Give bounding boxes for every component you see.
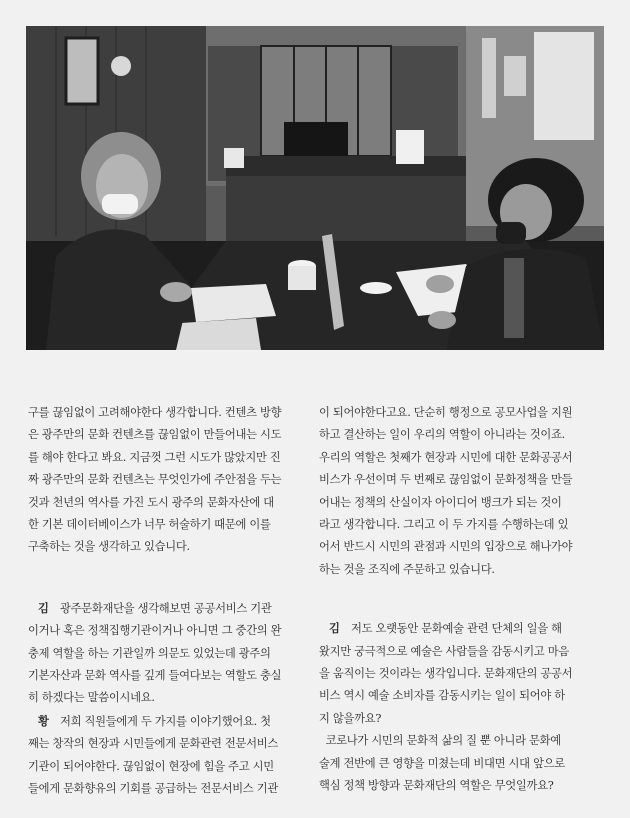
interview-photo [26, 26, 604, 350]
paragraph-kim-question-2 [319, 617, 587, 797]
text-line: 술계 전반에 큰 영향을 미쳤는데 비대면 시대 앞으로 [319, 756, 565, 770]
text-line [319, 617, 587, 640]
text-line: 우리의 역할은 첫째가 현장과 시민에 대한 문화공공서 [319, 450, 573, 464]
text-line: 지 않을까요? [319, 711, 382, 725]
paragraph-hwang-answer [28, 710, 296, 801]
text-line: 을 움직이는 것이라는 생각입니다. 문화재단의 공공서 [319, 667, 573, 681]
text-line: 핵심 정책 방향과 문화재단의 역할은 무엇일까요? [319, 779, 554, 793]
text-line: 왔지만 궁극적으로 예술은 사람들을 감동시키고 마음 [319, 644, 569, 658]
left-column [28, 402, 296, 801]
text-line: 하고 결산하는 일이 우리의 역할이 아니라는 것이죠. [319, 428, 565, 442]
text-segment: 광주문화재단을 생각해보면 공공서비스 기관 [60, 601, 272, 615]
text-line: 것과 천년의 역사를 가진 도시 광주의 문화자산에 대 [28, 495, 274, 509]
paragraph-hwang-continued [319, 402, 587, 581]
text-line: 한 기본 데이터베이스가 너무 허술하기 때문에 이를 [28, 518, 271, 532]
text-line: 어서 반드시 시민의 관점과 시민의 입장으로 해나가야 [319, 540, 573, 554]
text-line: 비스 역시 예술 소비자를 감동시키는 일이 되어야 하 [319, 689, 565, 703]
text-line: 하는 것을 조직에 주문하고 있습니다. [319, 562, 495, 576]
speaker-label: 김 [329, 621, 340, 636]
text-line: 코로나가 시민의 문화적 삶의 질 뿐 아니라 문화예 [319, 734, 561, 748]
text-line: 어내는 정책의 산실이자 아이디어 뱅크가 되는 것이 [319, 495, 562, 509]
text-line: 짜 광주만의 문화 컨텐츠는 무엇인가에 주안점을 두는 [28, 473, 282, 487]
speaker-label: 김 [38, 600, 49, 615]
speaker-label: 황 [38, 713, 49, 728]
text-line: 비스가 우선이며 두 번째로 끊임없이 문화정책을 만들 [319, 473, 573, 487]
right-column [319, 402, 587, 798]
text-segment: 저도 오랫동안 문화예술 관련 단체의 일을 해 [351, 622, 562, 636]
text-line: 째는 창작의 현장과 시민들에게 문화관련 전문서비스 [28, 737, 278, 751]
text-line: 기관이 되어야한다. 끊임없이 현장에 힘을 주고 시민 [28, 759, 274, 773]
text-line [28, 597, 296, 620]
text-line [28, 710, 296, 733]
paragraph-kim-question [28, 597, 296, 710]
text-line: 이 되어야한다고요. 단순히 행정으로 공모사업을 지원 [319, 406, 573, 419]
text-line: 를 해야 한다고 봐요. 지금껏 그런 시도가 많았지만 진 [28, 450, 281, 464]
text-line: 충제 역할을 하는 기관일까 의문도 있었는데 광주의 [28, 646, 271, 660]
text-line: 기본자산과 문화 역사를 깊게 들여다보는 역할도 충실 [28, 669, 282, 683]
text-line: 라고 생각합니다. 그리고 이 두 가지를 수행하는데 있 [319, 518, 569, 532]
text-line: 들에게 문화향유의 기회를 공급하는 전문서비스 기관 [28, 782, 278, 796]
text-line: 이거나 혹은 정책집행기관이거나 아니면 그 중간의 완 [28, 624, 282, 638]
text-line: 히 하겠다는 말씀이시네요. [28, 691, 155, 705]
text-line: 구축하는 것을 생각하고 있습니다. [28, 540, 190, 554]
text-line: 은 광주만의 문화 컨텐츠를 끊임없이 만들어내는 시도 [28, 428, 282, 442]
paragraph-intro [28, 402, 296, 559]
text-line: 구를 끊임없이 고려해야한다 생각합니다. 컨텐츠 방향 [28, 406, 282, 419]
text-segment: 저희 직원들에게 두 가지를 이야기했어요. 첫 [60, 714, 271, 728]
